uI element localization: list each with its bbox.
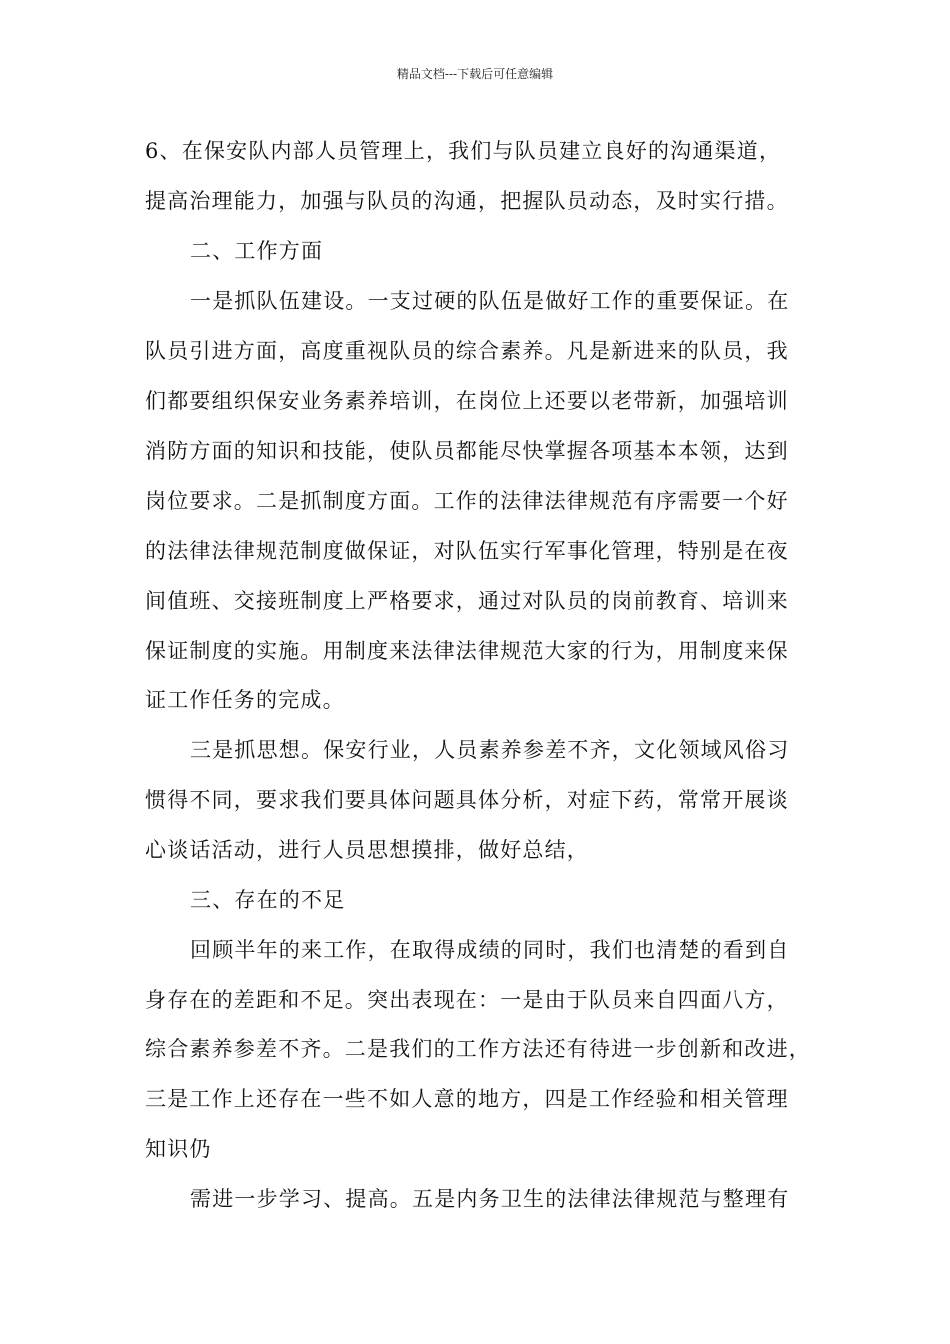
page-header: 精品文档---下载后可任意编辑 <box>396 67 554 81</box>
section-heading: 三、存在的不足 <box>190 888 346 912</box>
paragraph-line: 综合素养参差不齐。二是我们的工作方法还有待进一步创新和改进， <box>145 1037 811 1061</box>
paragraph-line: 身存在的差距和不足。突出表现在：一是由于队员来自四面八方， <box>145 988 789 1012</box>
paragraph-line: 间值班、交接班制度上严格要求，通过对队员的岗前教育、培训来 <box>145 589 789 613</box>
paragraph-line: 知识仍 <box>145 1137 212 1161</box>
section-heading: 二、工作方面 <box>190 239 324 263</box>
paragraph-line: 队员引进方面，高度重视队员的综合素养。凡是新进来的队员，我 <box>145 339 789 363</box>
paragraph-line: 三是工作上还存在一些不如人意的地方，四是工作经验和相关管理 <box>145 1087 789 1111</box>
paragraph-line: 回顾半年的来工作，在取得成绩的同时，我们也清楚的看到自 <box>190 938 790 962</box>
paragraph-line: 保证制度的实施。用制度来法律法律规范大家的行为，用制度来保 <box>145 639 789 663</box>
paragraph-line: 需进一步学习、提高。五是内务卫生的法律法律规范与整理有 <box>190 1187 790 1211</box>
paragraph-line: 们都要组织保安业务素养培训，在岗位上还要以老带新，加强培训 <box>145 389 789 413</box>
paragraph-line: 岗位要求。二是抓制度方面。工作的法律法律规范有序需要一个好 <box>145 489 789 513</box>
paragraph-line: 消防方面的知识和技能，使队员都能尽快掌握各项基本本领，达到 <box>145 439 789 463</box>
paragraph-line: 的法律法律规范制度做保证，对队伍实行军事化管理，特别是在夜 <box>145 539 789 563</box>
paragraph-line: 6、在保安队内部人员管理上，我们与队员建立良好的沟通渠道， <box>145 139 782 163</box>
paragraph-line: 一是抓队伍建设。一支过硬的队伍是做好工作的重要保证。在 <box>190 289 790 313</box>
paragraph-line: 三是抓思想。保安行业，人员素养参差不齐，文化领域风俗习 <box>190 738 790 762</box>
paragraph-line: 证工作任务的完成。 <box>145 688 345 712</box>
paragraph-line: 提高治理能力，加强与队员的沟通，把握队员动态，及时实行措。 <box>145 189 789 213</box>
paragraph-line: 心谈话活动，进行人员思想摸排，做好总结， <box>145 838 589 862</box>
paragraph-line: 惯得不同，要求我们要具体问题具体分析，对症下药，常常开展谈 <box>145 788 789 812</box>
